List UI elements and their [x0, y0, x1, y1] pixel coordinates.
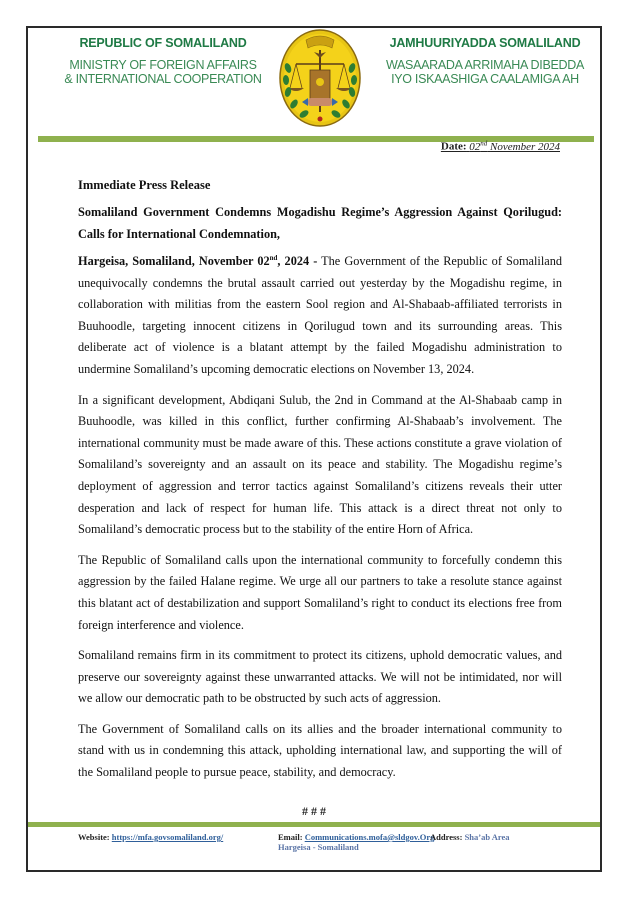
- header-left-line2: & INTERNATIONAL COOPERATION: [64, 72, 262, 86]
- dateline-year: , 2024 -: [277, 254, 318, 268]
- paragraph-1: [78, 251, 562, 381]
- date-label: Date:: [440, 140, 467, 153]
- footer-divider: [28, 822, 600, 827]
- header-right-line1: WASAARADA ARRIMAHA DIBEDDA: [385, 58, 585, 72]
- dateline-suffix: nd: [269, 253, 278, 262]
- website-label: Website:: [78, 832, 110, 842]
- header-right-title: JAMHUURIYADDA SOMALILAND: [389, 36, 581, 50]
- coat-of-arms-icon: [278, 28, 362, 128]
- header-right: [370, 36, 600, 86]
- email-link[interactable]: Communications.mofa@sldgov.Org: [304, 832, 435, 842]
- header-right-line2: IYO ISKAASHIGA CAALAMIGA AH: [391, 72, 579, 86]
- email-label: Email:: [278, 832, 303, 842]
- dateline-prefix: Hargeisa, Somaliland, November 02: [78, 254, 270, 268]
- paragraph-2: In a significant development, Abdiqani Sulub, the 2nd in Command at the Al-Shabaab camp in Buuhoodle, was killed in this conflict, further confirming Al-Shabaab’s involvement. The international community must be made aware of this. These actions constitute a grave violation of Somaliland’s sovereignty and an assault on its peace and stability. The Mogadishu regime’s deployment of aggression and terror tactics against Somaliland’s citizens reveals their utter desperation and lack of respect for human life. This attack is a direct threat not only to Somaliland’s democratic process but to the stability of the entire Horn of Africa.: [78, 392, 562, 537]
- website-link[interactable]: https://mfa.govsomaliland.org/: [111, 832, 224, 842]
- date-day-suffix: nd: [480, 139, 488, 147]
- email-city: Hargeisa - Somaliland: [278, 842, 359, 852]
- address-label: Address:: [430, 832, 463, 842]
- dateline: [78, 254, 317, 268]
- footer-address: [430, 832, 510, 842]
- address-value: Sha’ab Area: [464, 832, 510, 842]
- header-left-line1: MINISTRY OF FOREIGN AFFAIRS: [69, 58, 257, 72]
- paragraph-3: The Republic of Somaliland calls upon the international community to forcefully condemn this aggression by the failed Halane regime. We urge all our partners to take a resolute stance against this blatant act of destabilization and support Somaliland’s right to conduct its elections free from foreign interference and violence.: [78, 552, 562, 632]
- header-left: [48, 36, 278, 86]
- paragraph-5: The Government of Somaliland calls on its allies and the broader international community to stand with us in condemning this attack, upholding international law, and supporting the will of the Somaliland people to pursue peace, stability, and democracy.: [78, 721, 562, 780]
- end-mark: # # #: [302, 804, 326, 818]
- date-month-year: November 2024: [490, 140, 560, 153]
- letterhead-page: [26, 26, 602, 872]
- release-headline: Somaliland Government Condemns Mogadishu Regime’s Aggression Against Qorilugud: Calls for International Condemnation,: [78, 205, 562, 241]
- date-day: 02: [469, 140, 481, 153]
- footer-website: [78, 832, 223, 842]
- paragraph-4: Somaliland remains firm in its commitment to protect its citizens, uphold democratic values, and preserve our sovereignty against these unwarranted attacks. We will not be intimidated, nor will we allow our democratic path to be obstructed by such acts of aggression.: [78, 648, 562, 706]
- release-type-label: Immediate Press Release: [78, 178, 211, 192]
- header-left-title: REPUBLIC OF SOMALILAND: [79, 36, 247, 50]
- paragraph-1-text: The Government of the Republic of Somaliland unequivocally condemns the brutal assault carried out yesterday by the Mogadishu regime, in collaboration with militias from the eastern Sool region and Al-Shabaab-affiliated terrorists in Buuhoodle, targeting innocent citizens in Qorilugud town and its surrounding areas. This deliberate act of violence is a blatant attempt by the failed Mogadishu administration to undermine Somaliland’s upcoming democratic elections on November 13, 2024.: [78, 254, 562, 376]
- press-release-body: [78, 178, 562, 793]
- release-date: [441, 139, 560, 153]
